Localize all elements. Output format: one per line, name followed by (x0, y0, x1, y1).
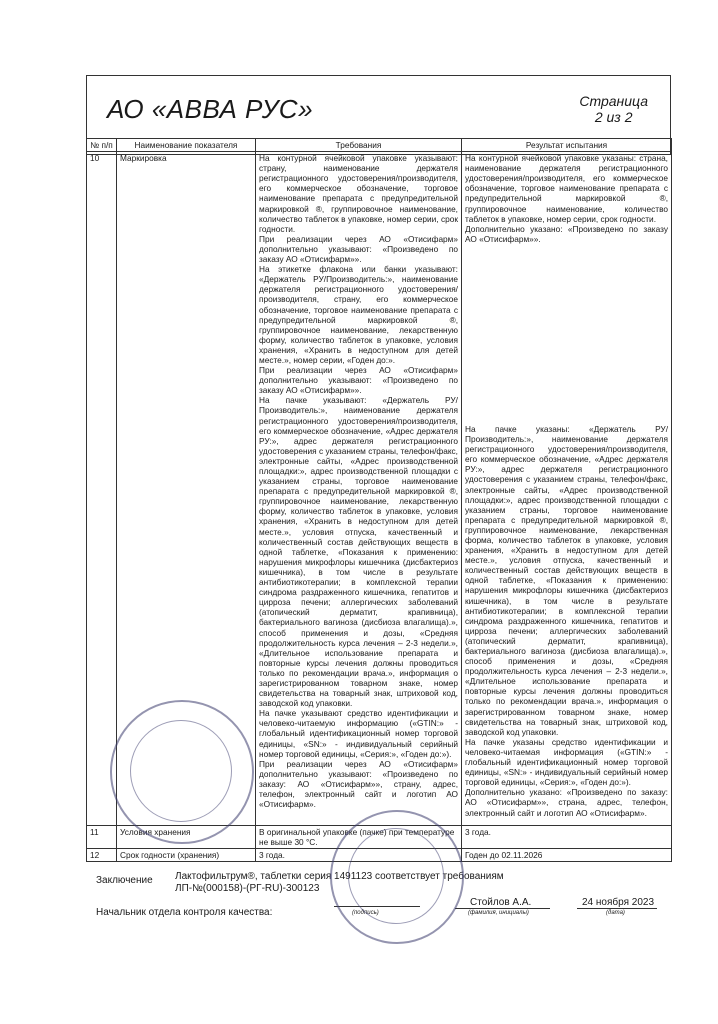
conclusion-line: Лактофильтрум®, таблетки серия 1491123 соответствует требованиям (175, 871, 504, 882)
requirement-paragraph: На пачке указывают: «Держатель РУ/Производитель:», наименование держателя регистрационного удостоверения/производителя, его коммерческое обозначение, «Адрес держателя РУ:», адрес держателя регистрационного удостоверения с указанием страны, телефон/факс, электронные сайты, «Адрес производственной площадки:», адрес производственной площадки с указанием страны, торговое наименование препарата с предупредительной маркировкой ®, группировочное наименование, лекарственную форму, количество таблеток в упаковке, условия хранения, «Хранить в недоступном для детей месте.», условия отпуска, качественный и количественный состав действующих веществ в одной таблетке, «Показания к применению: нарушения микрофлоры кишечника (дисбактериоз кишечника), в том числе в результате антибиотикотерапии; в комплексной терапии синдрома раздраженного кишечника, гепатитов и цирроза печени; аллергических заболеваний (атопический дерматит, крапивница), бактериального вагиноза (дисбиоза влагалища).», способ применения и дозы, «Средняя продолжительность курса лечения – 2-3 недели.», «Длительное использование препарата и повторные курсы лечения должны проводиться только по рекомендации врача.», информация о зарегистрированном товарном знаке, номер свидетельства на товарный знак, штриховой код, заводской код упаковки. (259, 395, 458, 709)
date-line (577, 908, 657, 909)
requirement-paragraph: На этикетке флакона или банки указывают: «Держатель РУ/Производитель:», наименование держателя регистрационного удостоверения/производителя, страну, его коммерческое обозначение, торговое наименование препарата с предупредительной маркировкой ®, группировочное наименование, лекарственную форму, количество таблеток в упаковке, условия хранения, «Хранить в недоступном для детей месте.», номер серии, «Годен до:». (259, 264, 458, 365)
requirement-paragraph: При реализации через АО «Отисифарм» дополнительно указывают: «Произведено по заказу АО «Отисифарм»». (259, 365, 458, 396)
result-value: 3 года. (462, 826, 672, 849)
date-caption: (дата) (606, 910, 625, 916)
row-num: 12 (87, 849, 117, 862)
page-count: 2 из 2 (594, 109, 633, 125)
signature-date: 24 ноября 2023 (582, 897, 655, 908)
requirement-paragraph: На пачке указывают средство идентификации и человеко-читаемую информацию («GTIN:» - глобальный идентификационный номер торговой единицы, «SN:» - индивидуальный серийный номер торговой единицы, «Серия:», «Годен до:»). (259, 708, 458, 759)
result-paragraph: На пачке указаны средство идентификации и человеко-читаемая информация («GTIN:» - глобальный идентификационный номер торговой единицы, «SN:» - индивидуальный серийный номер торговой единицы, «Серия:», «Годен до:»). (465, 736, 668, 788)
signer-name: Стойлов А.А. (470, 897, 532, 908)
stamp-inner-ring (130, 720, 232, 822)
row-name: Условия хранения (117, 826, 256, 849)
results-cell (462, 152, 672, 826)
requirement-paragraph: При реализации через АО «Отисифарм» дополнительно указывают: «Произведено по заказу: АО «Отисифарм»», страну, адрес, телефон, электронный сайт и логотип АО «Отисифарм». (259, 758, 458, 810)
result-paragraph: На пачке указаны: «Держатель РУ/Производитель:», наименование держателя регистрационного удостоверения/производителя, его коммерческое обозначение, «Адрес держателя РУ:», адрес держателя регистрационного удостоверения с указанием страны, телефон/факс, электронные сайты, «Адрес производственной площадки:», адрес производственной площадки с указанием страны, торговое наименование препарата с предупредительной маркировкой ®, группировочное наименование, лекарственная форма, количество таблеток в упаковке, условия хранения, «Хранить в недоступном для детей месте.», условия отпуска, качественный и количественный состав действующих веществ в одной таблетке, «Показания к применению: нарушения микрофлоры кишечника (дисбактериоз кишечника), в том числе в результате антибиотикотерапии; в комплексной терапии синдрома раздраженного кишечника, гепатитов и цирроза печени; аллергических заболеваний (атопический дерматит, крапивница), бактериального вагиноза (дисбиоза влагалища).», способ применения и дозы, «Средняя продолжительность курса лечения – 2-3 недели.», «Длительное использование препарата и повторные курсы лечения должны проводиться только по рекомендации врача.», информация о зарегистрированном товарном знаке, номер свидетельства на товарный знак, штриховой код, заводской код упаковки. (465, 423, 668, 737)
header-num: № п/п (87, 139, 117, 152)
stamp-inner-ring (348, 828, 444, 924)
row-num: 11 (87, 826, 117, 849)
requirement-value: 3 года. (256, 849, 462, 862)
company-name: АО «АВВА РУС» (107, 94, 314, 124)
name-line (455, 908, 550, 909)
page-number (579, 93, 648, 125)
conclusion-label: Заключение (96, 875, 153, 886)
requirement-paragraph: При реализации через АО «Отисифарм» дополнительно указывают: «Произведено по заказу АО «Отисифарм»». (259, 233, 458, 265)
result-paragraph: Дополнительно указано: «Произведено по заказу: АО «Отисифарм»», страна, адрес, телефон, электронный сайт и логотип АО «Отисифарм». (465, 787, 668, 818)
table-header-row (87, 139, 672, 152)
requirements-cell (256, 152, 462, 826)
chief-label: Начальник отдела контроля качества: (96, 907, 273, 918)
row-name: Срок годности (хранения) (117, 849, 256, 862)
round-stamp-left (110, 700, 254, 844)
header-requirements: Требования (256, 139, 462, 152)
result-spacer (465, 244, 668, 424)
result-value: Годен до 02.11.2026 (462, 849, 672, 862)
header-indicator: Наименование показателя (117, 139, 256, 152)
conclusion-line: ЛП-№(000158)-(РГ-RU)-300123 (175, 883, 320, 894)
header-result: Результат испытания (462, 139, 672, 152)
page-label: Страница (579, 93, 648, 109)
name-caption: (фамилия, инициалы) (468, 910, 529, 916)
row-name: Маркировка (117, 152, 256, 826)
row-num: 10 (87, 152, 117, 826)
requirement-paragraph: На контурной ячейковой упаковке указывают: страну, наименование держателя регистрационного удостоверения/производителя, его коммерческое обозначение, торговое наименование препарата с предупредительной маркировкой ®, группировочное наименование, количество таблеток в упаковке, номер серии, срок годности. (259, 153, 458, 234)
requirement-value: В оригинальной упаковке (пачке) при температуре не выше 30 °С. (256, 826, 462, 849)
signature-caption: (подпись) (352, 910, 379, 916)
round-stamp-right (330, 810, 464, 944)
result-paragraph: Дополнительно указано: «Произведено по заказу АО «Отисифарм»». (465, 223, 668, 244)
result-paragraph: На контурной ячейковой упаковке указаны: страна, наименование держателя регистрационного удостоверения/производителя, его коммерческое обозначение, торговое наименование препарата с предупредительной маркировкой ®, группировочное наименование, количество таблеток в упаковке, номер серии, срок годности. (465, 153, 668, 224)
